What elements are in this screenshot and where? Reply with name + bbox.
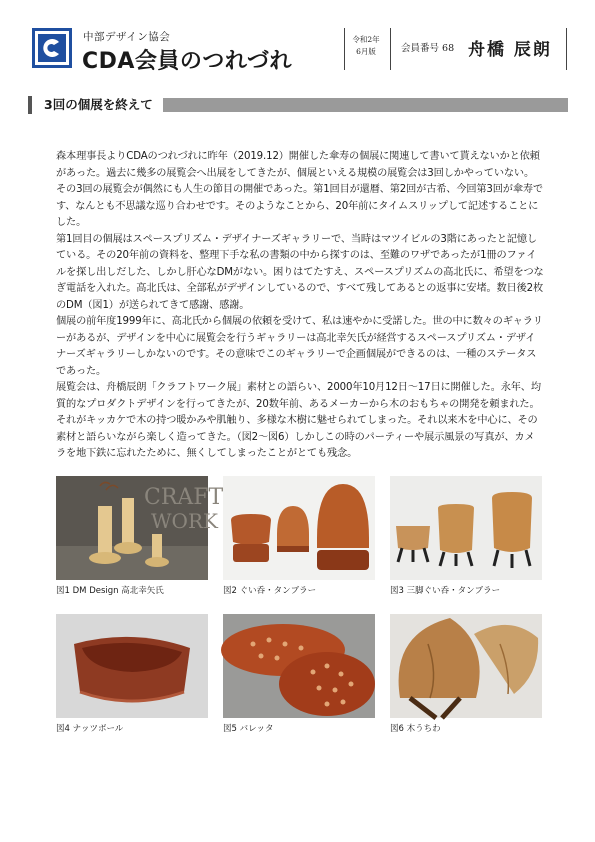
paragraph: 森本理事長よりCDAのつれづれに昨年（2019.12）開催した傘寿の個展に関連して書いて貰えないかと依頼があった。過去に幾多の展覧会へ出展をしてきたが、個展といえる規模の展覧会は3回しかやっていない。その3回の展覧会が偶然にも人生の節目の開催であった。第1回目が還暦、第2回が古希、今回第3回が傘寿です、なんとも不思議な巡り合わせです。そのようなことから、20年前にタイムスリップして記述することにした。 xyxy=(56,151,543,228)
photo-barrettes xyxy=(223,614,375,718)
figure-2 xyxy=(223,476,375,596)
series-title: CDA会員のつれづれ xyxy=(82,49,292,74)
photo-text: WORK xyxy=(151,509,218,533)
photo-nut-bowl xyxy=(56,614,208,718)
divider xyxy=(390,28,391,70)
figure-1 xyxy=(56,476,224,596)
figure-caption: 図2 ぐい呑・タンブラー xyxy=(223,586,317,596)
article-body xyxy=(56,149,544,463)
paragraph: 個展の前年度1999年に、高北氏から個展の依頼を受けて、私は速やかに受諾した。世の中に数々のギャラリーがあるが、デザインを中心に展覧会を行うギャラリーは高北幸矢氏が経営するスペースプリズム・デザイナーズギャラリーしかないのです。その意味でこのギャラリーで企画個展ができるのは、一種のステータスであった。 xyxy=(56,316,543,377)
figure-3 xyxy=(390,476,542,596)
section-title: 3回の個展を終えて xyxy=(28,96,163,114)
cda-logo xyxy=(32,28,72,68)
figure-6 xyxy=(390,614,542,734)
figure-4 xyxy=(56,614,208,734)
association-name: 中部デザイン協会 xyxy=(83,31,171,43)
photo-dm-vases xyxy=(56,476,224,580)
divider xyxy=(566,28,567,70)
divider xyxy=(344,28,345,70)
figure-5 xyxy=(223,614,375,734)
figure-caption: 図5 バレッタ xyxy=(223,724,274,734)
paragraph: 展覧会は、舟橋辰朗「クラフトワーク展」素材との語らい、2000年10月12日～17日に開催した。永年、均質的なプロダクトデザインを行ってきたが、20数年前、あるメーカーから木のおもちゃの開発を頼まれた。それがキッカケで木の持つ暖かみや肌触り、多様な木樹に魅せられてしまった。それ以来木を中心に、その素材と語らいながら楽しく造ってきた。（図2～図6）しかしこの時のパーティーや展示風景の写真が、カメラを地下鉄に忘れたために、無くしてしまったことがとても残念。 xyxy=(56,382,541,459)
paragraph: 第1回目の個展はスペースプリズム・デザイナーズギャラリーで、当時はマツイビルの3階にあったと記憶している。その20年前の資料を、整理下手な私の書類の中から探すのは、至難のワザであったが1冊のファイルを探し出しだした、しかし肝心なDMがない。困りはてたすえ、スペースプリズムの高北氏に、希望をつなぎ電話を入れた。高北氏は、全部私がデザインしているので、すべて残してあるとの返事に安堵。数日後2枚のDM（図1）が送られてきて感謝、感謝。 xyxy=(56,233,544,311)
photo-text: CRAFT xyxy=(144,485,224,510)
photo-tripod-cups xyxy=(390,476,542,580)
photo-cups-tumblers xyxy=(223,476,375,580)
author-name: 舟橋 辰朗 xyxy=(468,40,552,60)
photo-wooden-fans xyxy=(390,614,542,718)
member-number: 会員番号 68 xyxy=(401,43,455,54)
figure-caption: 図4 ナッツボール xyxy=(56,724,124,734)
figure-caption: 図1 DM Design 高北幸矢氏 xyxy=(56,586,164,596)
figure-caption: 図6 木うちわ xyxy=(390,724,441,734)
issue-date: 令和2年 6月版 xyxy=(352,35,380,56)
figure-caption: 図3 三脚ぐい呑・タンブラー xyxy=(390,586,501,596)
